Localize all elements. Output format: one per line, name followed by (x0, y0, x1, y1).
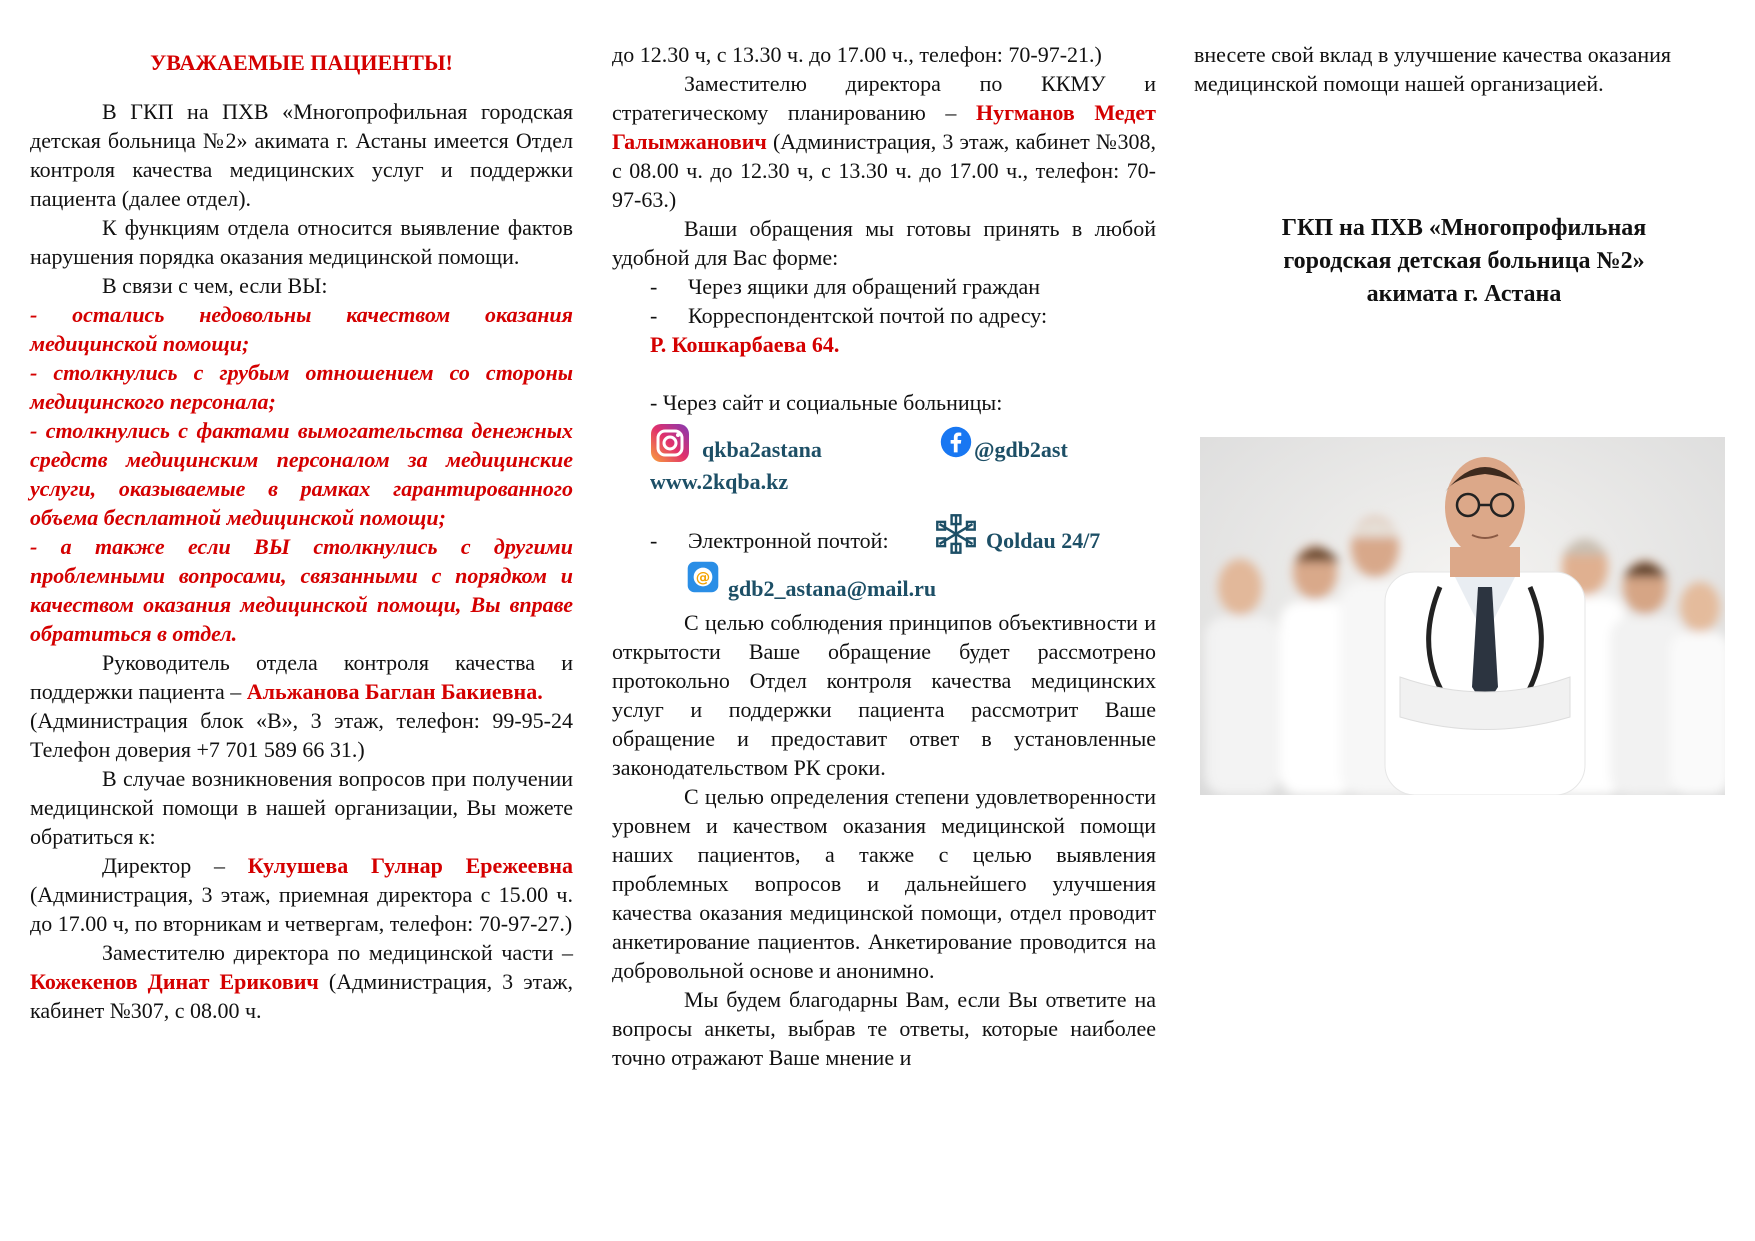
if-you-paragraph: В связи с чем, если ВЫ: (102, 273, 328, 298)
deputy-medical-info: (Администрация, 3 этаж, кабинет №307, с 08.00 ч. (30, 969, 573, 1023)
complaint-item: - а также если ВЫ столкнулись с другими проблемными вопросами, связанными с порядком и качеством оказания медицинской помощи, Вы вправе обратиться в отдел. (30, 534, 573, 646)
director-name: Кулушева Гулнар Ережеевна (247, 853, 573, 878)
director-contact (30, 851, 573, 938)
form-item: - Через ящики для обращений граждан (650, 274, 1041, 299)
complaint-item: - столкнулись с фактами вымогательства денежных средств медицинским персоналом за медицинские услуги, оказываемые в рамках гарантированного объема бесплатной медицинской помощи; (30, 418, 573, 530)
head-contacts: (Администрация блок «В», 3 этаж, телефон: 99-95-24 Телефон доверия +7 701 589 66 31.) (30, 708, 573, 762)
intro-paragraph: В ГКП на ПХВ «Многопрофильная городская детская больница №2» акимата г. Астаны имеется Отдел контроля качества медицинских услуг и поддержки пациента (далее отдел). (30, 99, 573, 211)
deputy-quality-contact (612, 69, 1156, 214)
email-address-row (612, 568, 1156, 604)
deputy-quality-name: Нугманов Медет Галымжанович (612, 100, 1156, 154)
column-left (30, 40, 573, 1025)
page-title: УВАЖАЕМЫЕ ПАЦИЕНТЫ! (150, 50, 453, 75)
forms-intro: Ваши обращения мы готовы принять в любой удобной для Вас форме: (612, 216, 1156, 270)
deputy-medical-name: Кожекенов Динат Ерикович (30, 969, 319, 994)
instagram-link[interactable]: qkba2astana (702, 437, 822, 462)
postal-address: Р. Кошкарбаева 64. (650, 332, 840, 357)
email-icon (686, 560, 720, 594)
instagram-icon (650, 423, 690, 463)
department-head (30, 648, 573, 706)
facebook-link[interactable]: @gdb2ast (974, 437, 1068, 462)
qoldau-icon (934, 512, 978, 556)
column-middle (612, 40, 1156, 1072)
thanks-continued: внесете свой вклад в улучшение качества оказания медицинской помощи нашей организацией. (1194, 42, 1672, 96)
director-info: (Администрация, 3 этаж, приемная директора с 15.00 ч. до 17.00 ч, по вторникам и четвергам, телефон: 70-97-27.) (30, 882, 573, 936)
website-link[interactable]: www.2kqba.kz (650, 469, 789, 494)
head-name: Альжанова Баглан Бакиевна. (246, 679, 543, 704)
objectivity-paragraph: С целью соблюдения принципов объективности и открытости Ваше обращение будет рассмотрено протокольно Отдел контроля качества медицинских услуг и поддержки пациента рассмотрит Ваше обращение и предоставит ответ в установленные законодательством РК сроки. (612, 610, 1156, 780)
email-row: - Электронной почтой: Qoldau 24/7 (612, 512, 1156, 568)
director-label: Директор – (102, 853, 248, 878)
complaint-item: - остались недовольны качеством оказания медицинской помощи; (30, 302, 573, 356)
social-row (612, 423, 1156, 467)
deputy-medical-label: Заместителю директора по медицинской части – (102, 940, 573, 965)
column-right (1194, 40, 1734, 311)
doctors-photo (1200, 437, 1725, 795)
questions-paragraph: В случае возникновения вопросов при получении медицинской помощи в нашей организации, Вы можете обратиться к: (30, 766, 573, 849)
deputy-medical-contact (30, 938, 573, 1025)
deputy-quality-info: (Администрация, 3 этаж, кабинет №308, с 08.00 ч. до 12.30 ч, с 13.30 ч. до 17.00 ч., телефон: 70-97-63.) (612, 129, 1156, 212)
form-item: - Корреспондентской почтой по адресу: (650, 303, 1048, 328)
head-label: Руководитель отдела контроля качества и поддержки пациента – (30, 650, 573, 704)
qoldau-link[interactable]: Qoldau 24/7 (986, 528, 1101, 553)
email-link[interactable]: gdb2_astana@mail.ru (728, 576, 937, 601)
deputy-quality-label: Заместителю директора по ККМУ и стратегическому планированию – (612, 71, 1156, 125)
survey-paragraph: С целью определения степени удовлетворенности уровнем и качеством оказания медицинской помощи наших пациентов, а также с целью выявления проблемных вопросов и дальнейшего улучшения качества оказания медицинской помощи, отдел проводит анкетирование пациентов. Анкетирование проводится на добровольной основе и анонимно. (612, 784, 1156, 983)
email-label: Электронной почтой: (688, 528, 889, 553)
complaint-item: - столкнулись с грубым отношением со стороны медицинского персонала; (30, 360, 573, 414)
deputy-medical-continued: до 12.30 ч, с 13.30 ч. до 17.00 ч., телефон: 70-97-21.) (612, 42, 1102, 67)
thanks-paragraph: Мы будем благодарны Вам, если Вы ответите на вопросы анкеты, выбрав те ответы, которые наиболее точно отражают Ваше мнение и (612, 987, 1156, 1070)
organization-name: ГКП на ПХВ «Многопрофильная городская детская больница №2» акимата г. Астана (1281, 215, 1647, 307)
site-social-line: - Через сайт и социальные больницы: (650, 390, 1003, 415)
facebook-icon (940, 425, 972, 458)
svg-text:@: @ (695, 570, 711, 587)
functions-paragraph: К функциям отдела относится выявление фактов нарушения порядка оказания медицинской помощи. (30, 215, 573, 269)
